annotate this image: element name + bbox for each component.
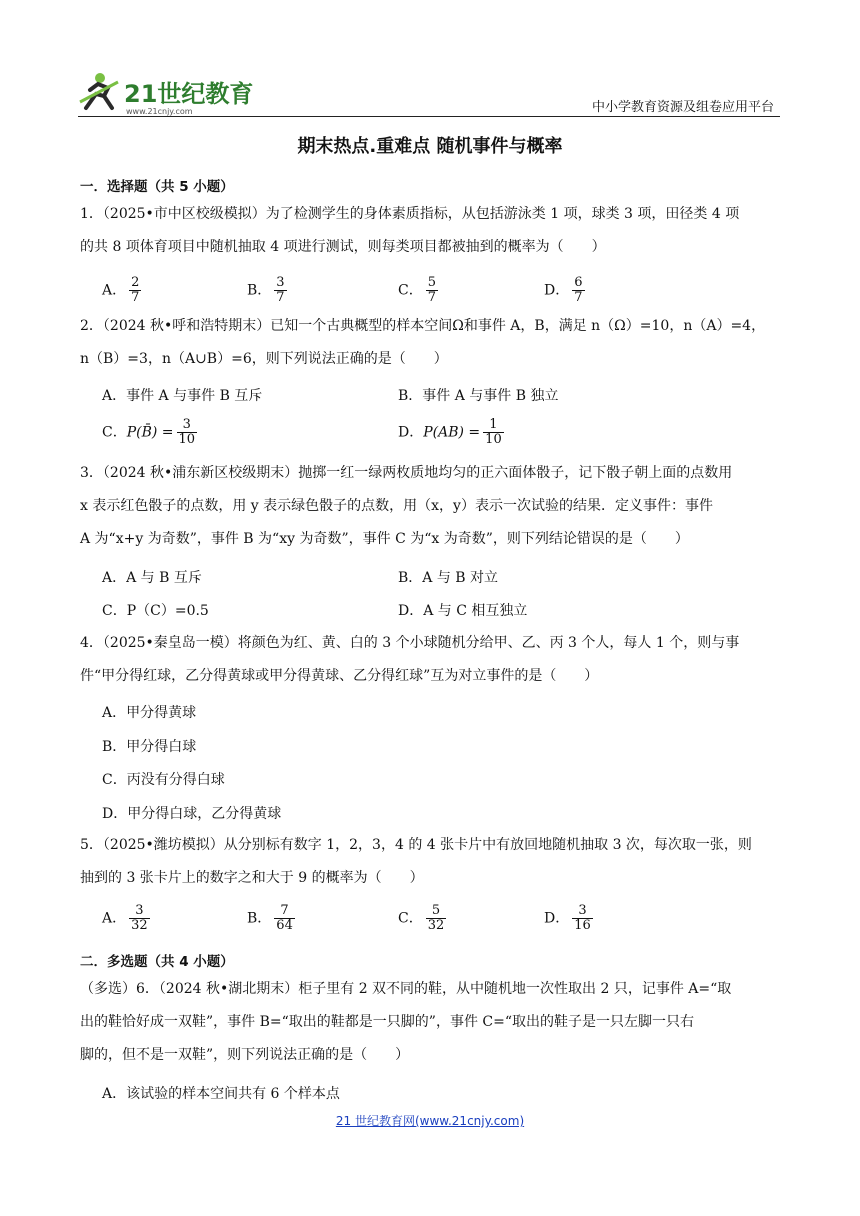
question-6-line: 出的鞋恰好成一双鞋”，事件 B=“取出的鞋都是一只脚的”，事件 C=“取出的鞋子是一只左脚一只右 xyxy=(80,1014,694,1030)
question-6-line: （多选）6．（2024 秋•湖北期末）柜子里有 2 双不同的鞋，从中随机地一次性取出 2 只，记事件 A=“取 xyxy=(80,981,732,997)
option-a: A． $\frac{2}{7}$ xyxy=(102,275,140,305)
logo-text: 21世纪教育 xyxy=(124,80,254,108)
option-a: A． $\frac{3}{32}$ xyxy=(102,903,148,933)
option-b: B． $\frac{7}{64}$ xyxy=(247,903,293,933)
option-d: D．P(AB) = $\frac{1}{10}$ xyxy=(398,417,502,447)
option-b: B． $\frac{3}{7}$ xyxy=(247,275,285,305)
option-c: C． $\frac{5}{32}$ xyxy=(398,903,445,933)
option-a: A．该试验的样本空间共有 6 个样本点 xyxy=(102,1086,340,1102)
option-c: C．P（C）=0.5 xyxy=(102,603,209,619)
logo-url: www.21cnjy.com xyxy=(126,107,193,116)
page-title: 期末热点.重难点 随机事件与概率 xyxy=(297,136,563,157)
section-heading-multi: 二．多选题（共 4 小题） xyxy=(80,954,234,970)
option-a: A．A 与 B 互斥 xyxy=(102,570,202,586)
question-1-options xyxy=(102,268,782,308)
question-5 xyxy=(80,829,780,895)
question-3-line: x 表示红色骰子的点数，用 y 表示绿色骰子的点数，用（x，y）表示一次试验的结果．定义事件：事件 xyxy=(80,498,713,514)
option-c: C．P(B̄) = $\frac{3}{10}$ xyxy=(102,417,196,447)
header-divider xyxy=(78,116,780,117)
question-4-line: 件“甲分得红球，乙分得黄球或甲分得黄球、乙分得红球”互为对立事件的是（ ） xyxy=(80,668,599,684)
option-d: D． $\frac{3}{16}$ xyxy=(544,903,591,933)
question-3 xyxy=(80,457,780,556)
footer-link[interactable]: 21 世纪教育网(www.21cnjy.com) xyxy=(335,1114,525,1128)
question-4-line: 4．（2025•秦皇岛一模）将颜色为红、黄、白的 3 个小球随机分给甲、乙、丙 3 个人，每人 1 个，则与事 xyxy=(80,635,740,651)
option-a: A．事件 A 与事件 B 互斥 xyxy=(102,388,263,404)
question-4 xyxy=(80,627,780,693)
option-d: D．A 与 C 相互独立 xyxy=(398,603,528,619)
option-c: C． $\frac{5}{7}$ xyxy=(398,275,436,305)
question-2 xyxy=(80,310,780,376)
option-c: C．丙没有分得白球 xyxy=(102,772,225,788)
question-1-line: 的共 8 项体育项目中随机抽取 4 项进行测试，则每类项目都被抽到的概率为（ ） xyxy=(80,239,606,255)
option-d: D． $\frac{6}{7}$ xyxy=(544,275,583,305)
question-5-options xyxy=(102,896,782,938)
option-a: A．甲分得黄球 xyxy=(102,705,197,721)
section-heading-choice: 一．选择题（共 5 小题） xyxy=(80,179,234,195)
question-1 xyxy=(80,198,780,264)
option-b: B．A 与 B 对立 xyxy=(398,570,499,586)
question-1-line: 1．（2025•市中区校级模拟）为了检测学生的身体素质指标，从包括游泳类 1 项，球类 3 项，田径类 4 项 xyxy=(80,206,740,222)
platform-name: 中小学教育资源及组卷应用平台 xyxy=(591,100,774,115)
question-5-line: 5．（2025•潍坊模拟）从分别标有数字 1，2，3，4 的 4 张卡片中有放回地随机抽取 3 次，每次取一张，则 xyxy=(80,837,752,853)
runner-icon xyxy=(80,73,118,108)
option-d: D．甲分得白球，乙分得黄球 xyxy=(102,806,282,822)
question-6 xyxy=(80,973,780,1072)
question-5-line: 抽到的 3 张卡片上的数字之和大于 9 的概率为（ ） xyxy=(80,870,424,886)
question-3-line: 3．（2024 秋•浦东新区校级期末）抛掷一红一绿两枚质地均匀的正六面体骰子，记下骰子朝上面的点数用 xyxy=(80,465,733,481)
logo xyxy=(78,68,258,116)
question-3-line: A 为“x+y 为奇数”，事件 B 为“xy 为奇数”，事件 C 为“x 为奇数”，则下列结论错误的是（ ） xyxy=(80,531,689,547)
question-2-line: 2．（2024 秋•呼和浩特期末）已知一个古典概型的样本空间Ω和事件 A，B，满足 n（Ω）=10，n（A）=4， xyxy=(80,318,766,334)
question-2-line: n（B）=3，n（A∪B）=6，则下列说法正确的是（ ） xyxy=(80,351,448,367)
option-b: B．事件 A 与事件 B 独立 xyxy=(398,388,559,404)
option-b: B．甲分得白球 xyxy=(102,739,197,755)
question-6-line: 脚的，但不是一双鞋”，则下列说法正确的是（ ） xyxy=(80,1047,410,1063)
